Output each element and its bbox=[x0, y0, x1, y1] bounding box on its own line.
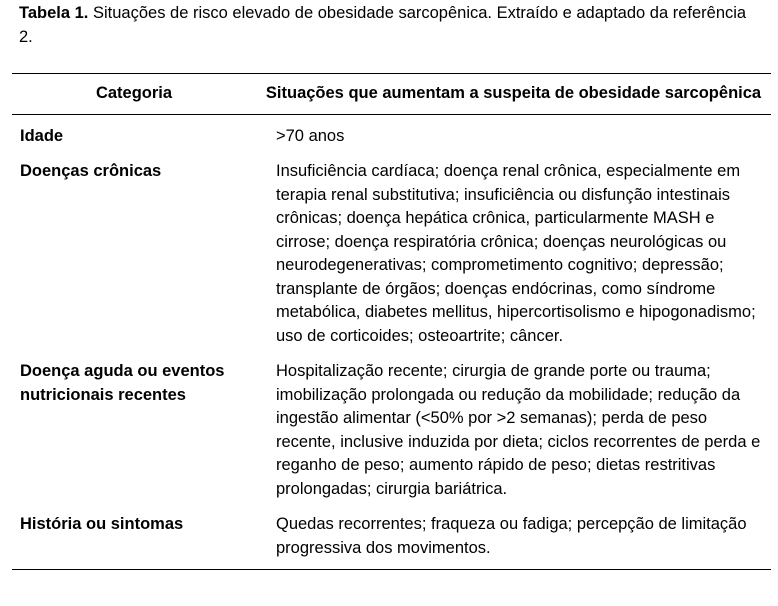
risk-situations-table bbox=[12, 73, 771, 570]
row-category: Doenças crônicas bbox=[20, 162, 162, 180]
table-row bbox=[12, 114, 771, 154]
row-situations: Hospitalização recente; cirurgia de grande porte ou trauma; imobilização prolongada ou redução da mobilidade; redução da ingestão alimentar (<50% por >2 semanas); perda de peso recente, inclusive induzida por dieta; ciclos recorrentes de perda e reganho de peso; aumento rápido de peso; dietas restritivas prolongadas; cirurgia bariátrica. bbox=[276, 362, 761, 498]
header-category: Categoria bbox=[12, 74, 256, 115]
row-category: Idade bbox=[20, 126, 64, 145]
row-category: História ou sintomas bbox=[12, 507, 256, 570]
table-row bbox=[12, 507, 771, 570]
row-situations: >70 anos bbox=[276, 126, 345, 145]
table-caption bbox=[19, 2, 764, 49]
table-row bbox=[12, 154, 771, 354]
table-header-row bbox=[12, 74, 771, 115]
row-situations: Insuficiência cardíaca; doença renal crônica, especialmente em terapia renal substitutiva; insuficiência ou disfunção intestinais crônicas; doença hepática crônica, particularmente MASH e cirrose; doença respiratória crônica; doenças neurológicas ou neurodegenerativas; comprometimento cognitivo; depressão; transplante de órgãos; doenças endócrinas, como síndrome metabólica, diabetes mellitus, hipercortisolismo e hipogonadismo; uso de corticoides; osteoartrite; câncer. bbox=[276, 162, 756, 345]
table-row bbox=[12, 354, 771, 507]
caption-text: Situações de risco elevado de obesidade sarcopênica. Extraído e adaptado da referência 2. bbox=[19, 4, 747, 46]
row-category: Doença aguda ou eventos nutricionais recentes bbox=[20, 362, 225, 404]
header-situations: Situações que aumentam a suspeita de obesidade sarcopênica bbox=[256, 74, 771, 115]
row-situations: Quedas recorrentes; fraqueza ou fadiga; percepção de limitação progressiva dos movimentos. bbox=[256, 507, 771, 570]
caption-label: Tabela 1. bbox=[19, 4, 89, 22]
